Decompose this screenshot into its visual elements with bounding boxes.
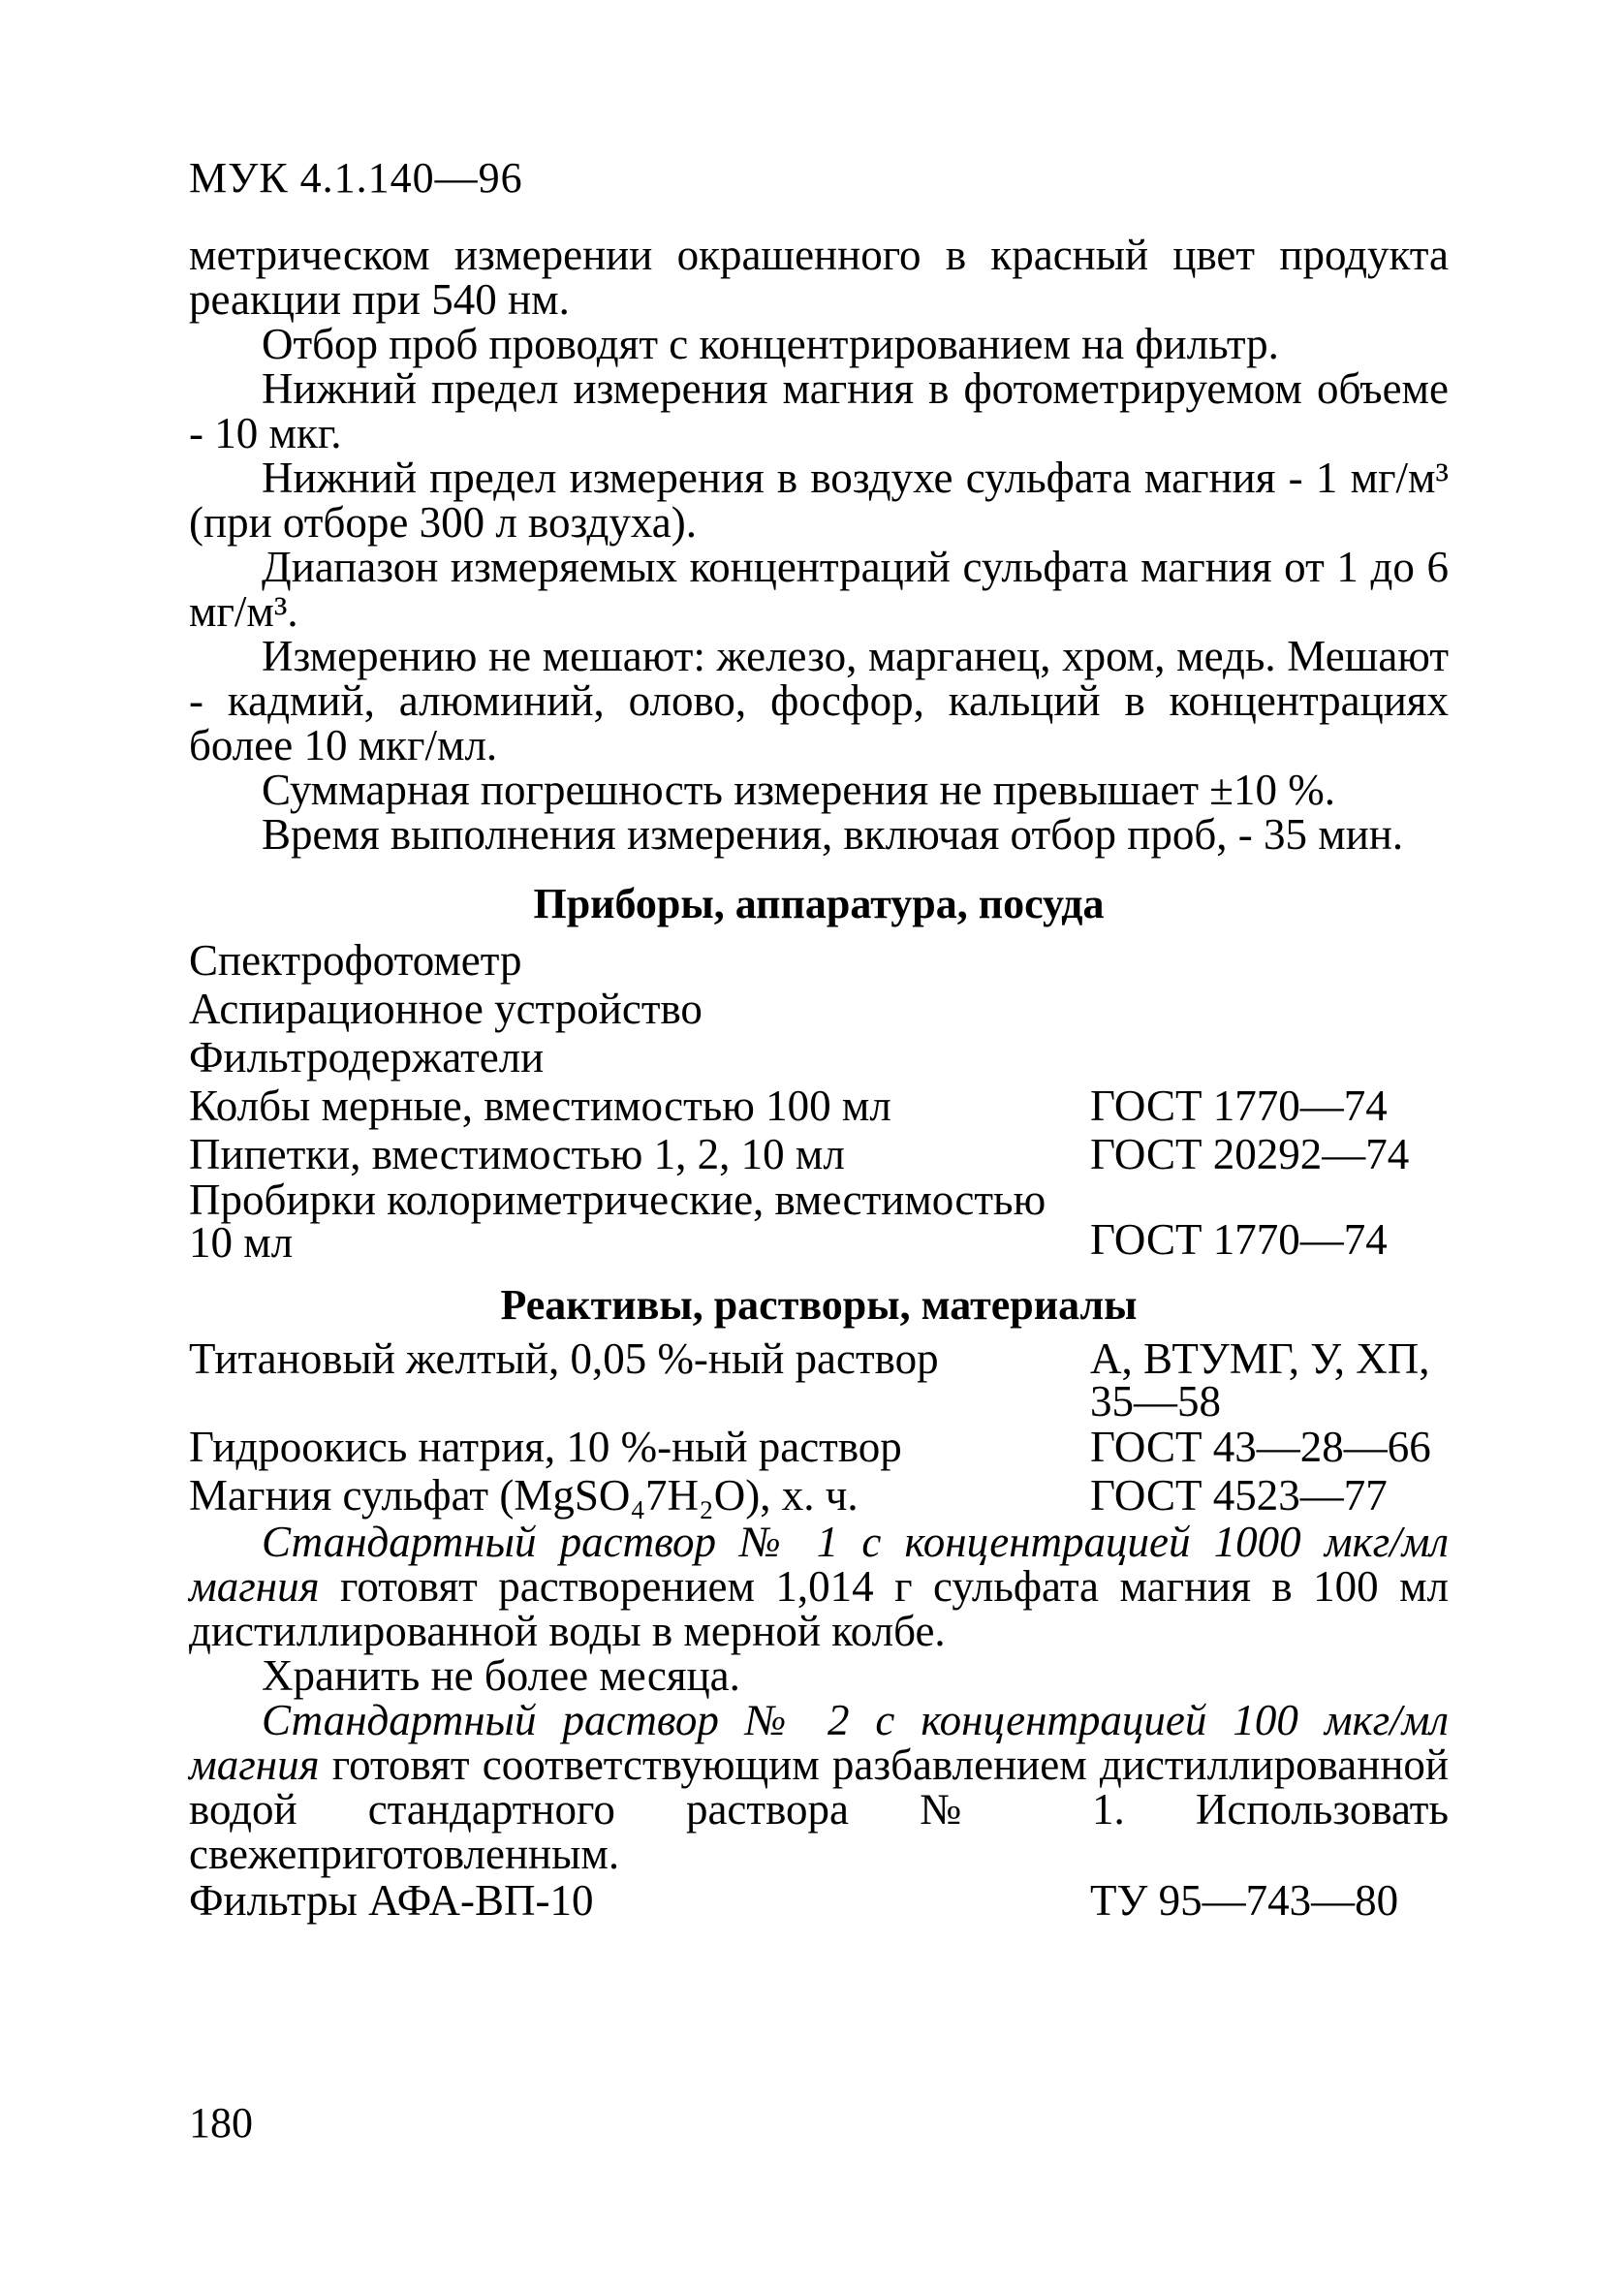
standard-solution-2-text: готовят соответствующим разбавлением дистиллированной водой стандартного раствора № 1. Использовать свежеприготовленным. <box>189 1740 1449 1878</box>
document-header: МУК 4.1.140—96 <box>189 154 523 202</box>
paragraph: Отбор проб проводят с концентрированием на фильтр. <box>262 320 1279 368</box>
standard-solution-1-title: Стандартный раствор № 1 с концентрацией 1000 мкг/мл магния <box>189 1518 1449 1611</box>
paragraph: Нижний предел измерения магния в фотометрируемом объеме - 10 мкг. <box>189 364 1449 457</box>
item-standard: ГОСТ 4523—77 <box>1090 1471 1388 1520</box>
paragraph-storage: Хранить не более месяца. <box>262 1651 740 1700</box>
list-item <box>189 1334 1449 1426</box>
list-item <box>189 1471 1449 1520</box>
section-heading-reagents: Реактивы, растворы, материалы <box>500 1281 1138 1329</box>
paragraph: Измерению не мешают: железо, марганец, хром, медь. Мешают - кадмий, алюминий, олово, фосфор, кальций в концентрациях более 10 мкг/мл. <box>189 632 1449 769</box>
item-standard: ТУ 95—743—80 <box>1090 1876 1399 1925</box>
item-name: Пипетки, вместимостью 1, 2, 10 мл <box>189 1130 845 1178</box>
standard-solution-1-text: готовят растворением 1,014 г сульфата магния в 100 мл дистиллированной воды в мерной колбе. <box>189 1562 1449 1655</box>
document-body <box>189 233 1449 1925</box>
item-name: Титановый желтый, 0,05 %-ный раствор <box>189 1334 939 1383</box>
item-name: Магния сульфат (MgSO₄7H₂O), х. ч. <box>189 1471 859 1520</box>
standard-solution-2-title: Стандартный раствор № 2 с концентрацией 100 мкг/мл магния <box>189 1696 1449 1789</box>
list-item <box>189 1033 1449 1082</box>
item-name: Гидроокись натрия, 10 %-ный раствор <box>189 1423 902 1471</box>
item-standard: ГОСТ 1770—74 <box>1090 1082 1388 1130</box>
list-item <box>189 1130 1449 1178</box>
paragraph: Нижний предел измерения в воздухе сульфата магния - 1 мг/м³ (при отборе 300 л воздуха). <box>189 454 1449 547</box>
item-name: Колбы мерные, вместимостью 100 мл <box>189 1082 891 1130</box>
list-item <box>189 936 1449 985</box>
item-standard: ГОСТ 43—28—66 <box>1090 1423 1431 1471</box>
paragraph: Время выполнения измерения, включая отбор проб, - 35 мин. <box>262 810 1404 859</box>
item-name: Спектрофотометр <box>189 936 522 985</box>
page-number: 180 <box>189 2099 253 2147</box>
list-item <box>189 1176 1449 1267</box>
list-item <box>189 1082 1449 1130</box>
paragraph-standard-solution-2 <box>189 1698 1449 1876</box>
item-name: Фильтродержатели <box>189 1033 545 1082</box>
paragraph: Диапазон измеряемых концентраций сульфата магния от 1 до 6 мг/м³. <box>189 543 1449 636</box>
item-name: Фильтры АФА-ВП-10 <box>189 1876 594 1925</box>
list-item <box>189 1876 1449 1925</box>
list-item <box>189 1423 1449 1471</box>
list-item <box>189 985 1449 1033</box>
item-standard: А, ВТУМГ, У, ХП, 35—58 <box>1090 1334 1430 1426</box>
paragraph-standard-solution-1 <box>189 1520 1449 1653</box>
item-name: Аспирационное устройство <box>189 985 703 1033</box>
item-name: Пробирки колориметрические, вместимостью 10 мл <box>189 1176 1046 1267</box>
paragraph: метрическом измерении окрашенного в красный цвет продукта реакции при 540 нм. <box>189 231 1449 324</box>
section-heading-instruments: Приборы, аппаратура, посуда <box>533 880 1105 927</box>
item-standard: ГОСТ 1770—74 <box>1090 1215 1388 1264</box>
item-standard: ГОСТ 20292—74 <box>1090 1130 1410 1178</box>
paragraph: Суммарная погрешность измерения не превышает ±10 %. <box>262 766 1335 814</box>
